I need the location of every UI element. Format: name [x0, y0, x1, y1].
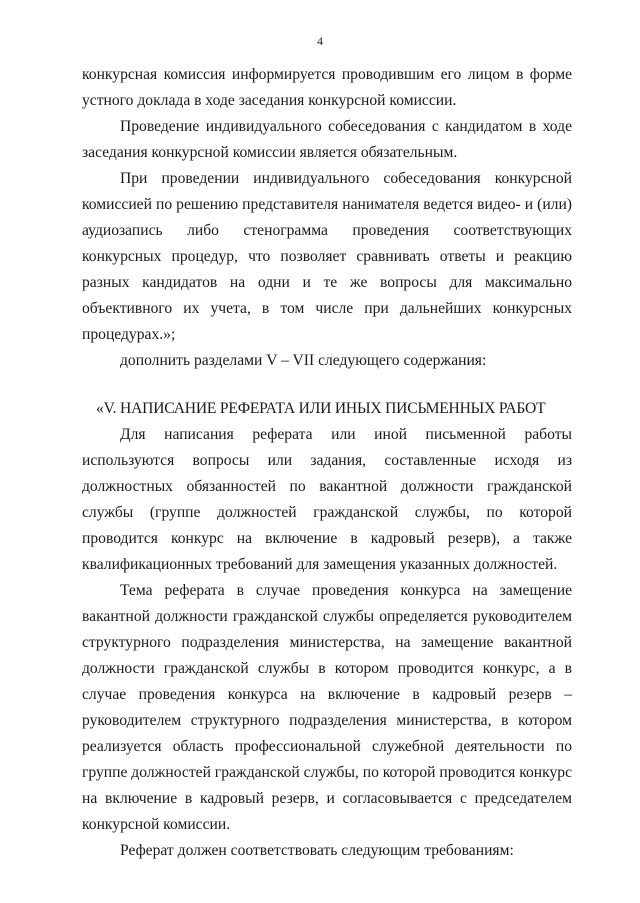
paragraph-interview-mandatory: Проведение индивидуального собеседования с кандидатом в ходе заседания конкурсной комиссии является обязательным. [82, 118, 572, 161]
paragraph-essay-topic: Тема реферата в случае проведения конкурса на замещение вакантной должности гражданской службы определяется руководителем структурного подразделения министерства, на замещение вакантной должности гражданской службы в котором проводится конкурс, а в случае проведения конкурса на включение в кадровый резерв – руководителем структурного подразделения министерства, в котором реализуется область профессиональной служебной деятельности по группе должностей гражданской службы, по которой проводится конкурс на включение в кадровый резерв, и согласовывается с председателем конкурсной комиссии. [82, 582, 572, 833]
document-body [82, 62, 572, 864]
section-heading: «V. НАПИСАНИЕ РЕФЕРАТА ИЛИ ИНЫХ ПИСЬМЕННЫХ РАБОТ [96, 400, 546, 417]
paragraph-amendment-note: дополнить разделами V – VII следующего содержания: [120, 352, 487, 369]
paragraph-essay-requirements: Реферат должен соответствовать следующим требованиям: [120, 842, 514, 859]
paragraph-writing-tasks: Для написания реферата или иной письменной работы используются вопросы или задания, составленные исходя из должностных обязанностей по вакантной должности гражданской службы (группе должностей гражданской службы, по которой проводится конкурс на включение в кадровый резерв), а также квалификационных требований для замещения указанных должностей. [82, 426, 572, 573]
paragraph-video-recording: При проведении индивидуального собеседования конкурсной комиссией по решению представителя нанимателя ведется видео- и (или) аудиозапись либо стенограмма проведения соответствующих конкурсных процедур, что позволяет сравнивать ответы и реакцию разных кандидатов на одни и те же вопросы для максимально объективного их учета, в том числе при дальнейших конкурсных процедурах.»; [82, 170, 572, 343]
paragraph-commission-informed: конкурсная комиссия информируется проводившим его лицом в форме устного доклада в ходе заседания конкурсной комиссии. [82, 66, 572, 109]
page-number: 4 [317, 34, 323, 48]
